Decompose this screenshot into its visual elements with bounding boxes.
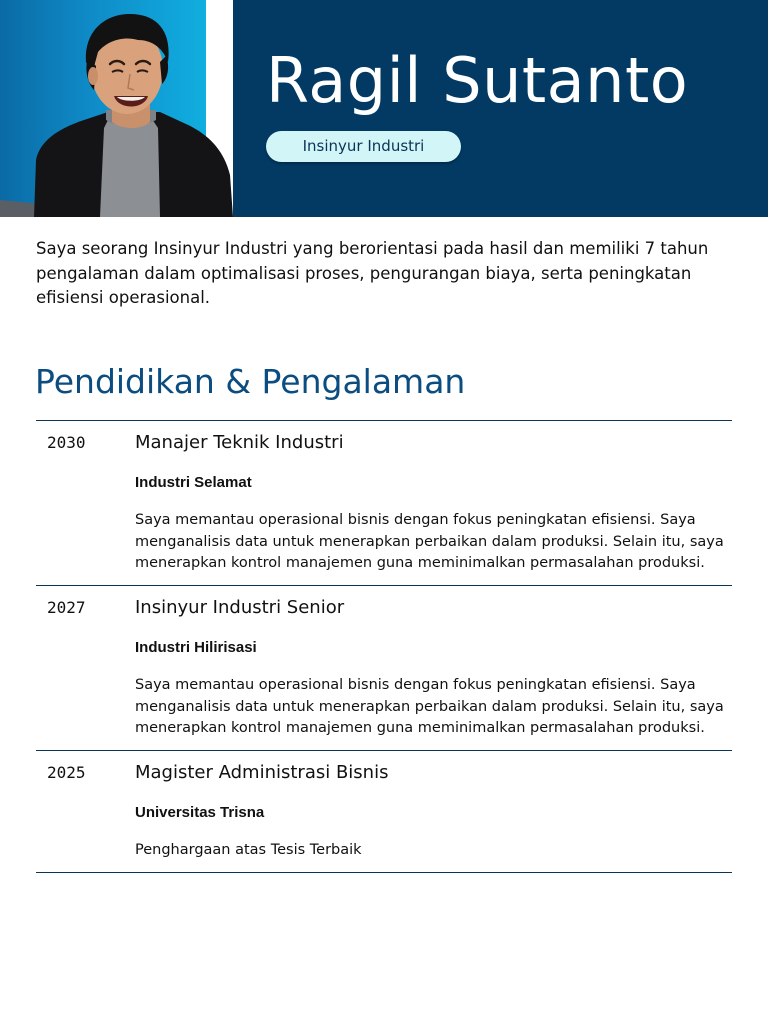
entry-description: Penghargaan atas Tesis Terbaik xyxy=(135,842,362,858)
header-banner xyxy=(0,0,768,217)
entry-description: Saya memantau operasional bisnis dengan fokus peningkatan efisiensi. Saya menganalisis data untuk menerapkan perbaikan dalam produksi. Selain itu, saya menerapkan kontrol manajemen guna meminimalkan permasalahan produksi. xyxy=(135,512,724,571)
entry-organization: Universitas Trisna xyxy=(135,804,265,821)
section-title: Pendidikan & Pengalaman xyxy=(35,362,466,401)
entry-title: Magister Administrasi Bisnis xyxy=(135,762,389,783)
entry-year: 2030 xyxy=(47,433,86,452)
entry-year: 2025 xyxy=(47,763,86,782)
job-title-badge: Insinyur Industri xyxy=(266,131,461,162)
entry-year: 2027 xyxy=(47,598,86,617)
profile-photo xyxy=(0,0,233,217)
entry-title: Insinyur Industri Senior xyxy=(135,597,345,618)
person-name: Ragil Sutanto xyxy=(266,44,689,117)
person-portrait-image xyxy=(0,0,233,217)
timeline-entry xyxy=(36,751,732,873)
entry-description: Saya memantau operasional bisnis dengan fokus peningkatan efisiensi. Saya menganalisis data untuk menerapkan perbaikan dalam produksi. Selain itu, saya menerapkan kontrol manajemen guna meminimalkan permasalahan produksi. xyxy=(135,677,724,736)
entry-title: Manajer Teknik Industri xyxy=(135,432,344,453)
timeline-entry xyxy=(36,586,732,751)
entry-organization: Industri Hilirisasi xyxy=(135,639,257,656)
timeline-list xyxy=(36,420,732,873)
entry-organization: Industri Selamat xyxy=(135,474,252,491)
profile-summary: Saya seorang Insinyur Industri yang berorientasi pada hasil dan memiliki 7 tahun pengalaman dalam optimalisasi proses, pengurangan biaya, serta peningkatan efisiensi operasional. xyxy=(36,239,709,307)
timeline-entry xyxy=(36,421,732,586)
